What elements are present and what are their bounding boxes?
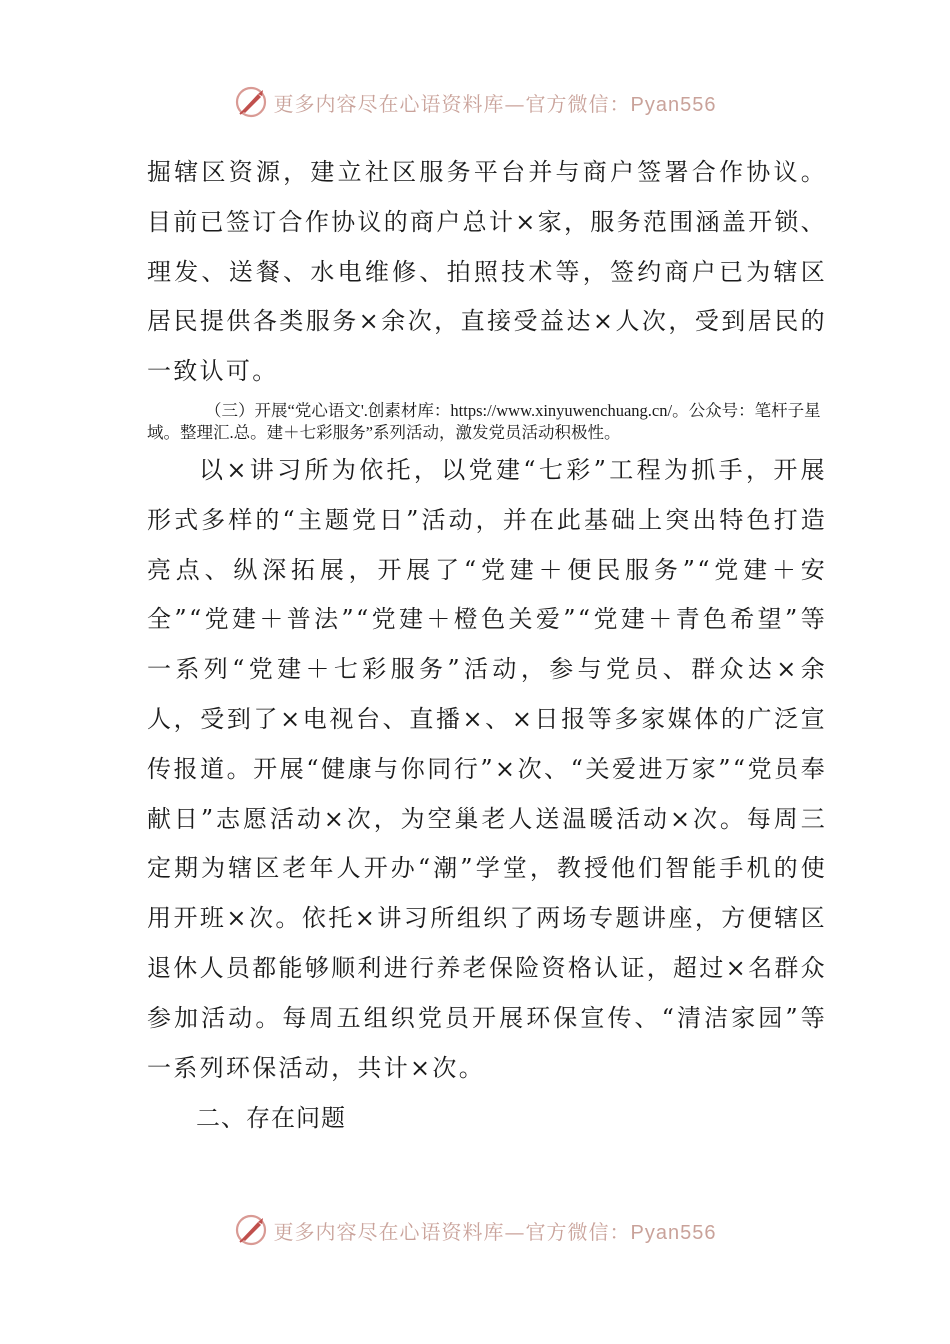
quill-logo-icon: [234, 1213, 268, 1247]
body-paragraph-2: 以×讲习所为依托，以党建“七彩”工程为抓手，开展形式多样的“主题党日”活动，并在此基础上突出特色打造亮点、纵深拓展，开展了“党建＋便民服务”“党建＋安全”“党建＋普法”“党建＋橙色关爱”“党建＋青色希望”等一系列“党建＋七彩服务”活动，参与党员、群众达×余人，受到了×电视台、直播×、×日报等多家媒体的广泛宣传报道。开展“健康与你同行”×次、“关爱进万家”“党员奉献日”志愿活动×次，为空巢老人送温暖活动×次。每周三定期为辖区老年人开办“潮”学堂，教授他们智能手机的使用开班×次。依托×讲习所组织了两场专题讲座，方便辖区退休人员都能够顺利进行养老保险资格认证，超过×名群众参加活动。每周五组织党员开展环保宣传、“清洁家园”等一系列环保活动，共计×次。: [147, 455, 827, 1082]
quill-logo-icon: [234, 85, 268, 119]
page-footer-banner: [0, 1210, 950, 1250]
banner-label: 更多内容尽在心语资料库—官方微信：: [273, 1219, 631, 1244]
banner-text: [274, 88, 717, 117]
document-body: [147, 148, 827, 1143]
banner-text: [274, 1216, 717, 1245]
subsection-heading: （三）开展“党心语文'.创素材库：https://www.xinyuwenchuang.cn/。公众号：笔杆子星域。整理汇.总。建＋七彩服务”系列活动，激发党员活动积极性。: [147, 400, 821, 442]
section-heading: 二、存在问题: [196, 1104, 346, 1133]
banner-wechat-id: Pyan556: [630, 1221, 717, 1244]
page-header-banner: [0, 82, 950, 122]
body-paragraph-1: 掘辖区资源，建立社区服务平台并与商户签署合作协议。目前已签订合作协议的商户总计×家，服务范围涵盖开锁、理发、送餐、水电维修、拍照技术等，签约商户已为辖区居民提供各类服务×余次，直接受益达×人次，受到居民的一致认可。: [147, 158, 827, 386]
banner-label: 更多内容尽在心语资料库—官方微信：: [273, 91, 631, 116]
banner-wechat-id: Pyan556: [630, 93, 717, 116]
